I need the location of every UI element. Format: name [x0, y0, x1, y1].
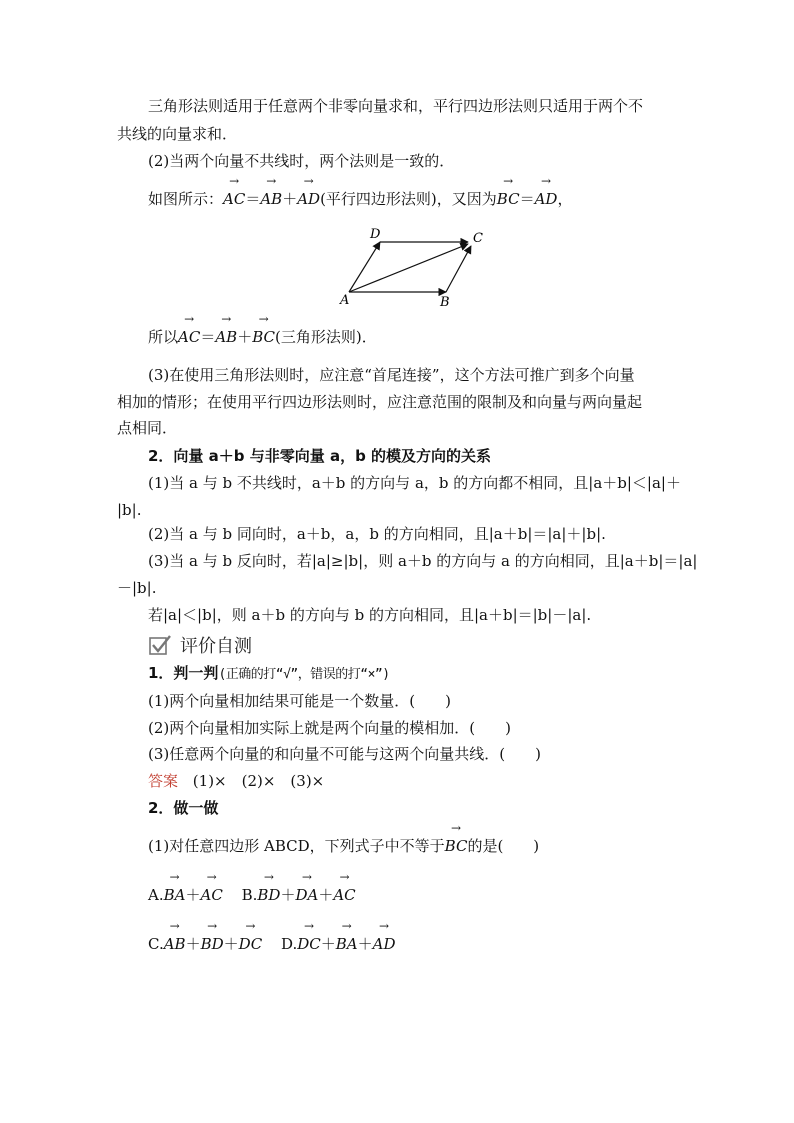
- question-1-hint: (正确的打“√”，错误的打“×”): [218, 667, 390, 682]
- question-1-title: 1．判一判(正确的打“√”，错误的打“×”): [148, 664, 390, 682]
- parallelogram-figure: [334, 224, 494, 312]
- label-B: B: [440, 295, 450, 310]
- vector-AC: → AC: [178, 327, 200, 347]
- label-A: A: [340, 293, 350, 308]
- vector-BC: → BC: [497, 189, 520, 209]
- section-heading-2: 2．向量 a＋b 与非零向量 a，b 的模及方向的关系: [148, 447, 492, 465]
- vector-AC: → AC: [223, 189, 245, 209]
- paragraph-head-to-tail-cont2: 点相同．: [117, 419, 178, 437]
- label-C: C: [473, 231, 483, 246]
- label-D: D: [370, 227, 381, 242]
- question-1-item-1: (1)两个向量相加结果可能是一个数量．( ): [148, 692, 451, 710]
- eval-section-header: [148, 634, 252, 659]
- options-row-1: [148, 885, 356, 905]
- options-row-2: [148, 934, 396, 954]
- paragraph-rule-scope-cont: 共线的向量求和．: [117, 125, 238, 143]
- question-2-title: 2．做一做: [148, 799, 219, 817]
- option-C[interactable]: C.→ AB＋→ BD＋→ DC: [148, 935, 262, 953]
- option-A[interactable]: A.→ BA＋→ AC: [148, 886, 223, 904]
- relation-case-3: (3)当 a 与 b 反向时，若|a|≥|b|，则 a＋b 的方向与 a 的方向相同，且|a＋b|＝|a|: [148, 552, 698, 570]
- relation-case-1-cont: |b|.: [117, 501, 142, 519]
- question-1-item-3: (3)任意两个向量的和向量不可能与这两个向量共线．( ): [148, 745, 541, 763]
- vector-AD: → AD: [297, 189, 320, 209]
- paragraph-head-to-tail: (3)在使用三角形法则时，应注意“首尾连接”，这个方法可推广到多个向量: [148, 366, 635, 384]
- question-1-item-2: (2)两个向量相加实际上就是两个向量的模相加．( ): [148, 719, 511, 737]
- answer-label: 答案: [148, 772, 179, 790]
- paragraph-rules-consistent: (2)当两个向量不共线时，两个法则是一致的．: [148, 152, 455, 170]
- relation-case-1: (1)当 a 与 b 不共线时，a＋b 的方向与 a，b 的方向都不相同，且|a＋b|＜|a|＋: [148, 474, 681, 492]
- edge-AD: [349, 242, 380, 292]
- paragraph-rule-scope: 三角形法则适用于任意两个非零向量求和，平行四边形法则只适用于两个不: [148, 97, 644, 115]
- relation-case-4: 若|a|＜|b|，则 a＋b 的方向与 b 的方向相同，且|a＋b|＝|b|－|a|.: [148, 606, 592, 624]
- paragraph-head-to-tail-cont1: 相加的情形；在使用平行四边形法则时，应注意范围的限制及和向量与两向量起: [117, 393, 643, 411]
- question-2-stem: (1)对任意四边形 ABCD，下列式子中不等于→ BC的是( ): [148, 836, 539, 856]
- relation-case-2: (2)当 a 与 b 同向时，a＋b，a，b 的方向相同，且|a＋b|＝|a|＋|b|.: [148, 525, 606, 543]
- edge-BC: [446, 246, 471, 292]
- eval-title: 评价自测: [180, 636, 252, 657]
- option-B[interactable]: B.→ BD＋→ DA＋→ AC: [242, 886, 356, 904]
- paragraph-therefore: 所以→ AC＝→ AB＋→ BC(三角形法则)．: [148, 327, 377, 347]
- vector-AB: → AB: [260, 189, 282, 209]
- option-D[interactable]: D.→ DC＋→ BA＋→ AD: [281, 935, 396, 953]
- checkbox-check-icon: [148, 634, 172, 656]
- vector-AB: → AB: [215, 327, 237, 347]
- relation-case-3-cont: －|b|.: [117, 579, 157, 597]
- vector-AD: → AD: [535, 189, 558, 209]
- paragraph-as-shown: 如图所示：→ AC＝→ AB＋→ AD(平行四边形法则)，又因为→ BC＝→ AD，: [148, 189, 572, 209]
- vector-BC: → BC: [252, 327, 275, 347]
- vector-BC: → BC: [445, 836, 468, 856]
- answer-line: [148, 771, 324, 791]
- answer-text: (1)× (2)× (3)×: [192, 772, 325, 790]
